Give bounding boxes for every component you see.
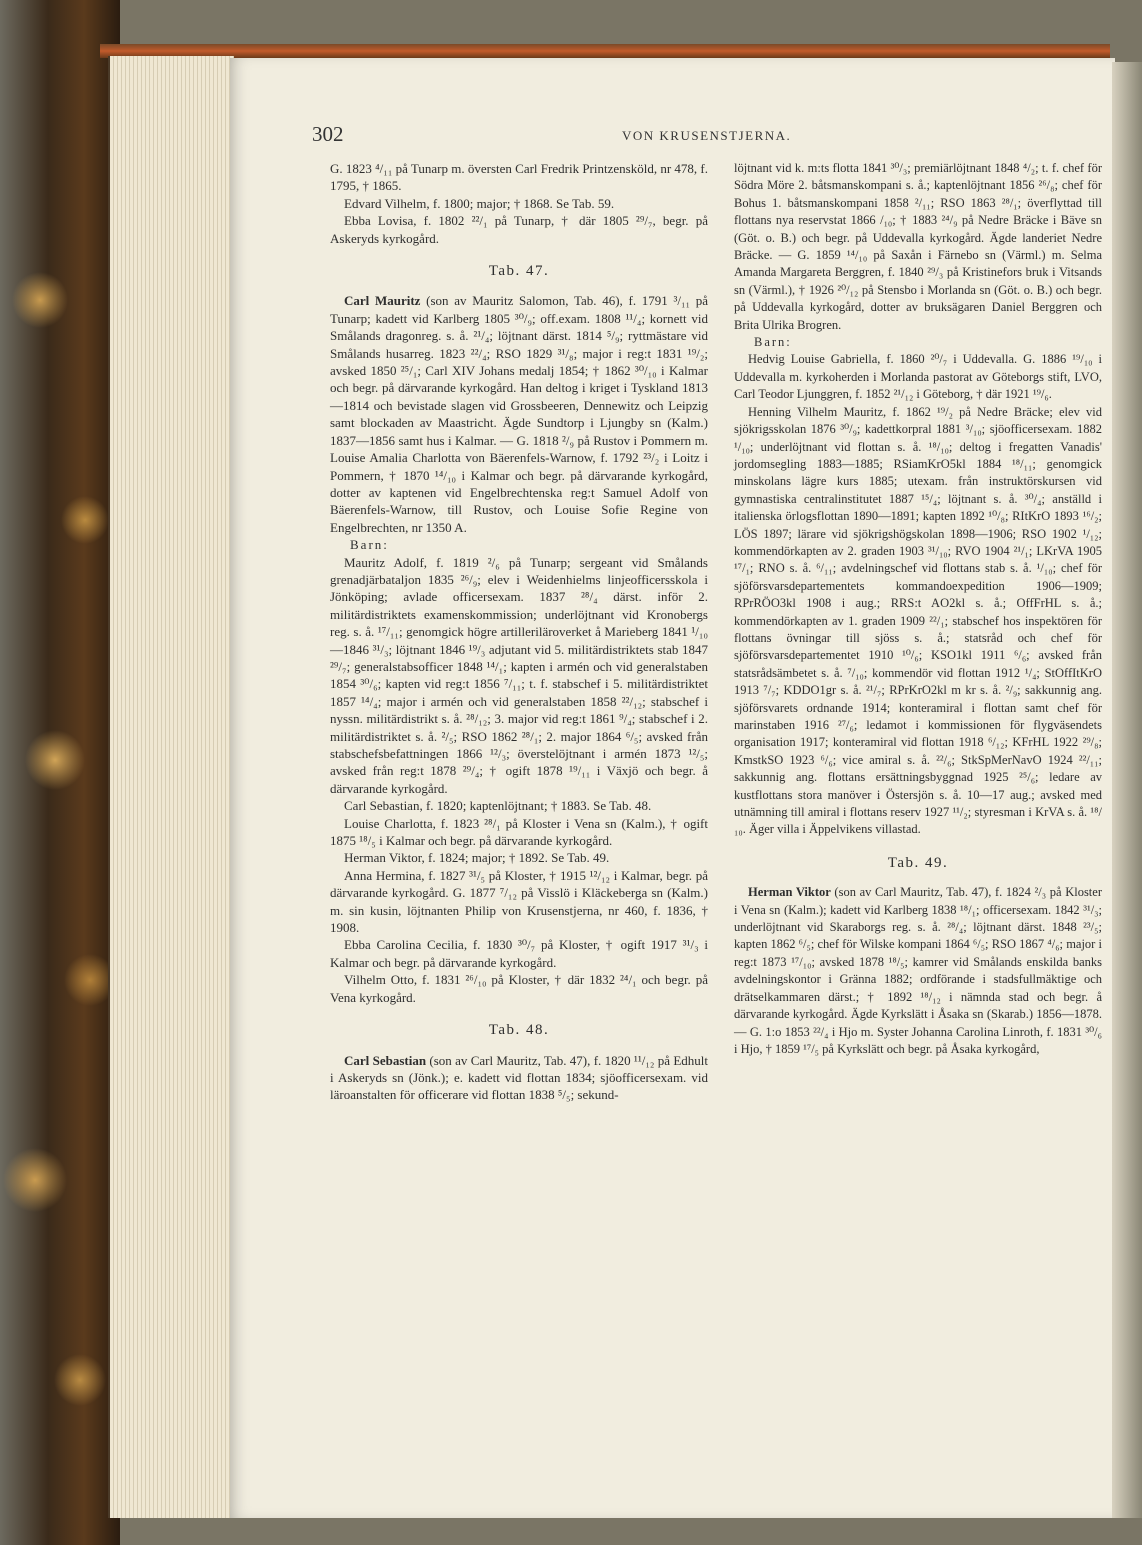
child-entry: Edvard Vilhelm, f. 1800; major; † 1868. Se Tab. 59.: [344, 195, 615, 211]
left-text-column: [330, 160, 708, 1104]
page-stack-edge: [108, 56, 234, 1518]
child-entry: Henning Vilhelm Mauritz, f. 1862 ¹⁹/₂ på Nedre Bräcke; elev vid sjökrigsskolan 1876 ³⁰/₉; kadettkorpral 1881 ³/₁₀; sjöofficersexam. 1882 ¹/₁₀; underlöjtnant vid flottan s. å. ¹⁸/₁₀; deltog i fregatten Vanadis' jordomsegling 1883—1885; RSiamKrO5kl 1884 ¹⁸/₁₁; genomgick minskolans lägre kurs 1885; utexam. från instruktörskursen vid gymnastiska centralinstitutet 1887 ¹⁵/₄; löjtnant s. å. ³⁰/₄; anställd i italienska örlogsflottan 1890—1891; kapten 1892 ¹⁰/₈; RItKrO 1893 ¹⁶/₂; LÖS 1897; lärare vid sjökrigshögskolan 1898—1906; RSO 1902 ¹/₁₂; kommendörkapten av 2. graden 1903 ³¹/₁₀; RVO 1904 ²¹/₁; LKrVA 1905 ¹⁷/₁; RNO s. å. ⁶/₁₁; avdelningschef vid flottans stab s. å. ¹/₁₀; chef för sjöförsvarsdepartementets kommandoexpedition 1906—1909; RPrRÖO3kl 1908 i aug.; RRS:t AO2kl s. å.; OffFrHL s. å.; kommendörkapten av 1. graden 1909 ²²/₁; stabschef hos inspektören för flottans övningar till sjöss s. å.; statsråd och chef för sjöförsvarsdepartementet 1910 ¹⁰/₆; KSO1kl 1911 ⁶/₆; avsked från statsrådsämbetet s. å. ⁷/₁₀; kommendör vid flottan 1912 ¹/₄; StOffItKrO 1913 ⁷/₇; KDDO1gr s. å. ²¹/₇; RPrKrO2kl m kr s. å. ²/₉; sakkunnig ang. sjöförsvarets ordnande 1914; konteramiral i flottan samt chef för marinstaben 1916 ²⁷/₆; ledamot i kommissionen för flygväsendets organisation 1917; konteramiral vid flottan 1918 ⁶/₁₂; KFrHL 1922 ²⁹/₈; KmstkSO 1923 ⁶/₆; vice amiral s. å. ²²/₆; StkSpMerNavO 1924 ²²/₁₁; sakkunnig ang. flottans ersättningsbyggnad 1925 ²⁵/₆; ledare av kustflottans stora manöver i Östersjön s. å. 10—17 aug.; avsked med utnämning till amiral i flottans reserv 1927 ¹¹/₂; styresman i KrVA s. å. ¹⁸/₁₀. Äger villa i Äppelvikens villastad.: [734, 404, 1102, 837]
paragraph: G. 1823 ⁴/₁₁ på Tunarp m. översten Carl Fredrik Printzensköld, nr 478, f. 1795, † 1865.: [330, 161, 708, 194]
book-cover-edge: [100, 44, 1110, 58]
child-entry: Carl Sebastian, f. 1820; kaptenlöjtnant; † 1883. Se Tab. 48.: [344, 798, 652, 814]
genealogy-entry: [330, 292, 708, 536]
child-entry: Ebba Lovisa, f. 1802 ²²/₁ på Tunarp, † där 1805 ²⁹/₇, begr. på Askeryds kyrkogård.: [330, 213, 708, 246]
page-number: 302: [312, 122, 344, 146]
table-heading: Tab. 49.: [887, 854, 949, 871]
entry-name: Herman Viktor: [748, 885, 831, 900]
entry-text: (son av Carl Mauritz, Tab. 47), f. 1820 ¹¹/₁₂ på Edhult i Askeryds sn (Jönk.); e. kadett vid flottan 1834; sjöofficersexam. vid läroanstalten för officerare vid flottan 1838 ⁵/₅; sekund-: [330, 1052, 708, 1103]
running-head: VON KRUSENSTJERNA.: [622, 128, 792, 143]
entry-name: Carl Sebastian: [344, 1052, 427, 1068]
child-entry: Mauritz Adolf, f. 1819 ²/₆ på Tunarp; sergeant vid Smålands grenadjärbataljon 1835 ²⁶/₉; elev i Weidenhielms linjeofficersskola i Jönköping; avlade officersexam. 1837 ²⁸/₄ därst. inför 2. militärdistriktets examenskommission; underlöjtnant vid Kronobergs reg. s. å. ¹⁷/₁₁; genomgick högre artilleriläroverket å Marieberg 1841 ¹/₁₀—1846 ³¹/₃; löjtnant 1846 ¹⁹/₃ adjutant vid 5. militärdistriktets stab 1847 ²⁹/₇; generalstabsofficer 1848 ¹⁴/₁; kapten i armén och vid generalstaben 1854 ³⁰/₆; kapten vid reg:t 1856 ⁷/₁₁; t. f. stabschef i 5. militärdistriktet 1857 ¹⁴/₄; major i armén och vid generalstaben 1858 ²²/₁₂; stabschef i nyssn. militärdistrikt s. å. ²⁸/₁₂; 3. major vid reg:t 1861 ⁹/₄; stabschef i 2. militärdistriktet s. å. ²/₅; RSO 1862 ²⁸/₁; 2. major 1864 ⁶/₅; avsked från stabschefsbefattningen 1866 ¹²/₃; överstelöjtnant i armén 1873 ¹²/₅; avsked från reg:t 1878 ²⁹/₄; † ogift 1878 ¹⁹/₁₁ i Växjö och begr. å därvarande kyrkogård.: [330, 554, 708, 796]
entry-text: (son av Carl Mauritz, Tab. 47), f. 1824 ²/₃ på Kloster i Vena sn (Kalm.); kadett vid Karlberg 1838 ¹⁸/₁; officersexam. 1842 ³¹/₃; underlöjtnant vid Skaraborgs reg. s. å. ²⁸/₄; löjtnant därst. 1848 ²³/₅; kapten 1862 ⁶/₅; chef för Wilske kompani 1864 ⁶/₅; RSO 1867 ⁴/₆; major i reg:t 1873 ¹⁷/₁₀; avsked 1878 ¹⁸/₅; kamrer vid Smålands enskilda banks avdelningskontor i Gränna 1882; ordförande i stadsfullmäktige och drätselkammaren därst.; † 1892 ¹⁸/₁₂ i nämnda stad och begr. å därvarande kyrkogård. Ägde Kyrkslätt i Åsaka sn (Skarab.) 1856—1878. — G. 1:o 1853 ²²/₄ i Hjo m. Syster Johanna Carolina Linroth, f. 1831 ³⁰/₆ i Hjo, † 1859 ¹⁷/₅ på Kyrkslätt och begr. på Åsaka kyrkogård,: [734, 885, 1102, 1056]
book-spine: [0, 0, 120, 1545]
entry-name: Carl Mauritz: [344, 293, 421, 309]
right-text-column: [734, 160, 1102, 1058]
child-entry: Anna Hermina, f. 1827 ³¹/₅ på Kloster, † 1915 ¹²/₁₂ i Kalmar, begr. på därvarande kyrkogård. G. 1877 ⁷/₁₂ på Visslö i Kläckeberga sn (Kalm.) m. sin kusin, löjtnanten Philip von Krusenstjerna, nr 460, f. 1836, † 1908.: [330, 867, 708, 936]
genealogy-entry: [330, 1052, 708, 1104]
child-entry: Vilhelm Otto, f. 1831 ²⁶/₁₀ på Kloster, † där 1832 ²⁴/₁ och begr. på Vena kyrkogård.: [330, 972, 708, 1005]
page-header: [312, 122, 1112, 150]
paragraph: löjtnant vid k. m:ts flotta 1841 ³⁰/₃; premiärlöjtnant 1848 ⁴/₂; t. f. chef för Södra Möre 2. båtsmanskompani s. å.; kaptenlöjtnant 1856 ²⁶/₈; chef för Bohus 1. båtsmanskompani 1858 ²/₁₁; RSO 1863 ²⁸/₁; överflyttad till flottans nya reservstat 1866 /₁₀; † 1883 ²⁴/₉ på Nedre Bräcke i Bäve sn (Göt. o. B.) och begr. på Uddevalla kyrkogård. Ägde landeriet Nedre Bräcke. — G. 1859 ¹⁴/₁₀ på Saxån i Färnebo sn (Värml.) m. Selma Amanda Margareta Berggren, f. 1840 ²⁹/₃ på Kristinefors bruk i Vitsands sn (Värml.), † 1926 ²⁰/₁₂ på Stensbo i Morlanda sn (Göt. o. B.) och begr. på Uddevalla kyrkogård, dotter av bruksägaren Daniel Berggren och Brita Ulrika Brogren.: [734, 161, 1102, 332]
child-entry: Hedvig Louise Gabriella, f. 1860 ²⁰/₇ i Uddevalla. G. 1886 ¹⁹/₁₀ i Uddevalla m. kyrkoherden i Morlanda pastorat av Göteborgs stift, LVO, Carl Teodor Ljunggren, f. 1852 ²¹/₁₂ i Göteborg, † där 1921 ¹⁹/₆.: [734, 352, 1102, 402]
table-heading: Tab. 47.: [488, 263, 550, 280]
entry-text: (son av Mauritz Salomon, Tab. 46), f. 1791 ³/₁₁ på Tunarp; kadett vid Karlberg 1805 ³⁰/₉; off.exam. 1808 ¹¹/₄; kornett vid Smålands dragonreg. s. å. ²¹/₄; löjtnant därst. 1814 ⁵/₉; ryttmästare vid Smålands husarreg. 1823 ²²/₄; RSO 1829 ³¹/₈; major i reg:t 1831 ¹⁹/₂; avsked 1850 ²⁵/₁; Carl XIV Johans medalj 1854; † 1862 ³⁰/₁₀ i Kalmar och begr. på därvarande kyrkogård. Han deltog i kriget i Tyskland 1813—1814 och bevistade slagen vid Grossbeeren, Dennewitz och Leipzig samt blockaden av Maastricht. Ägde Sundtorp i Ljungby sn (Kalm.) 1837—1856 samt hus i Kalmar. — G. 1818 ²/₉ på Rustov i Pommern m. Louise Amalia Charlotta von Bäerenfels-Warnow, f. 1792 ²³/₂ i Loitz i Pommern, † 1870 ¹⁴/₁₀ i Kalmar och begr. på därvarande kyrkogård, dotter av kaptenen vid Engelbrechtenska reg:t Samuel Adolf von Bäerenfels-Warnow, till Rustov, och Louise Sofie Regine von Engelbrechten, nr 1350 A.: [330, 293, 708, 535]
table-heading: Tab. 48.: [488, 1022, 550, 1039]
child-entry: Herman Viktor, f. 1824; major; † 1892. Se Tab. 49.: [344, 850, 610, 866]
children-heading: Barn:: [754, 335, 792, 350]
genealogy-entry: [734, 884, 1102, 1058]
child-entry: Louise Charlotta, f. 1823 ²⁸/₁ på Kloster i Vena sn (Kalm.), † ogift 1875 ¹⁸/₅ i Kalmar och begr. på därvarande kyrkogård.: [330, 815, 708, 849]
page-right-edge: [1112, 62, 1142, 1518]
child-entry: Ebba Carolina Cecilia, f. 1830 ³⁰/₇ på Kloster, † ogift 1917 ³¹/₃ i Kalmar och begr. på därvarande kyrkogård.: [330, 937, 708, 970]
children-heading: Barn:: [350, 537, 389, 553]
